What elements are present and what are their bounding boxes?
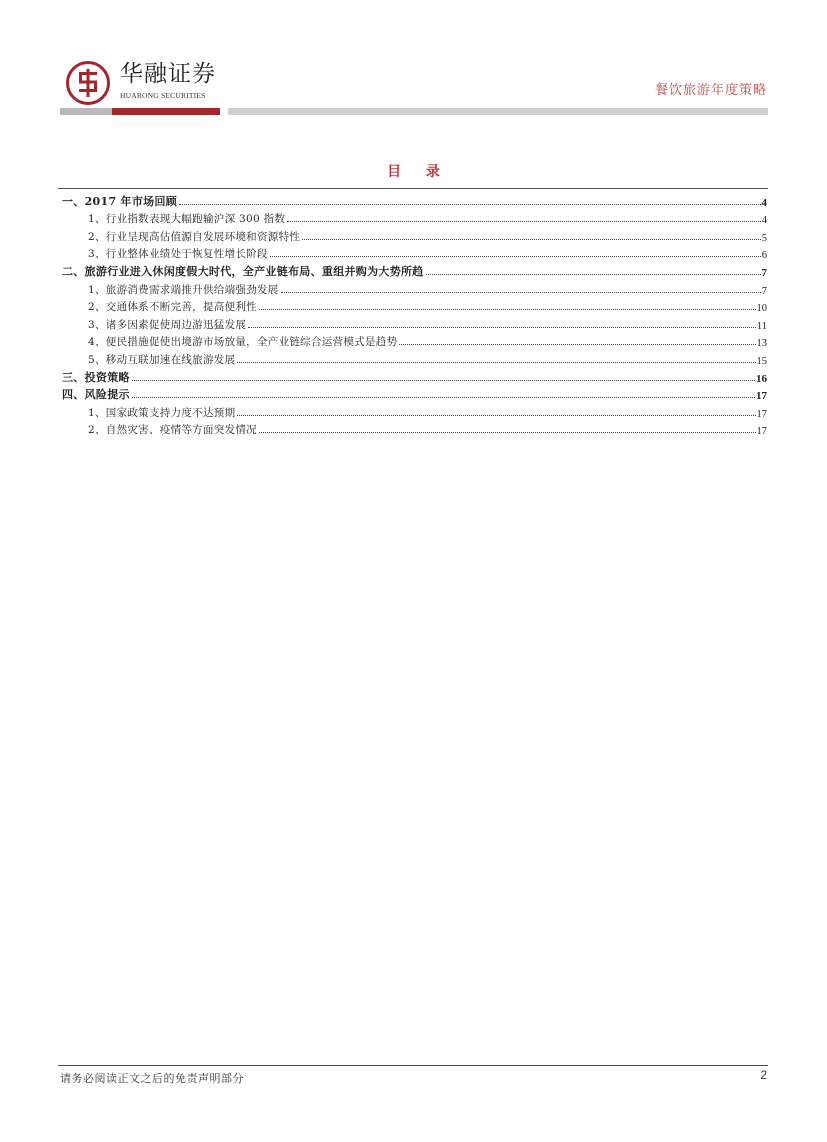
toc-entry-title: 2、行业呈现高估值源自发展环境和资源特性 (88, 230, 301, 243)
toc-subsection-entry[interactable] (62, 314, 767, 332)
toc-dot-leader (179, 204, 760, 205)
toc-dot-leader (270, 256, 761, 257)
toc-dot-leader (237, 362, 755, 363)
toc-dot-leader (259, 309, 756, 310)
toc-dot-leader (281, 292, 761, 293)
toc-subsection-entry[interactable] (62, 297, 767, 315)
toc-title: 目 录 (387, 164, 450, 180)
toc-entry-page-number: 5 (761, 232, 767, 244)
toc-dot-leader (248, 327, 756, 328)
toc-subsection-entry[interactable] (62, 209, 767, 227)
toc-dot-leader (287, 221, 761, 222)
toc-dot-leader (132, 380, 755, 381)
toc-entry-page-number: 17 (756, 408, 767, 420)
header-divider-red (112, 108, 220, 115)
header-divider (60, 108, 768, 115)
toc-entry-title: 4、便民措施促使出境游市场放量，全产业链综合运营模式是趋势 (88, 336, 398, 349)
toc-entry-title: 3、诸多因素促使周边游迅猛发展 (88, 318, 247, 331)
toc-dot-leader (426, 274, 761, 275)
toc-entry-title: 一、2017 年市场回顾 (62, 194, 178, 208)
toc-entry-title: 2、自然灾害、疫情等方面突发情况 (88, 424, 257, 437)
toc-section-entry[interactable] (62, 385, 767, 403)
huarong-logo-icon (66, 61, 110, 105)
toc-entry-title: 2、交通体系不断完善，提高便利性 (88, 301, 257, 314)
toc-dot-leader (302, 239, 761, 240)
toc-section-entry[interactable] (62, 191, 767, 209)
toc-entry-page-number: 7 (761, 266, 767, 279)
toc-entry-page-number: 10 (756, 303, 767, 315)
toc-entry-title: 5、移动互联加速在线旅游发展 (88, 353, 236, 366)
header-divider-gray-left (60, 108, 112, 115)
logo-english-name: HUARONG SECURITIES (120, 91, 206, 100)
toc-dot-leader (259, 432, 756, 433)
toc-section-entry[interactable] (62, 261, 767, 279)
toc-entry-page-number: 7 (761, 285, 767, 297)
toc-top-divider (58, 188, 768, 189)
toc-entry-page-number: 6 (761, 250, 767, 262)
toc-entry-title: 三、投资策略 (62, 370, 130, 384)
toc-subsection-entry[interactable] (62, 332, 767, 350)
toc-entry-title: 3、行业整体业绩处于恢复性增长阶段 (88, 248, 268, 261)
footer-divider (58, 1065, 768, 1066)
toc-entry-title: 四、风险提示 (62, 388, 130, 402)
toc-entry-page-number: 4 (761, 215, 767, 227)
table-of-contents (62, 191, 767, 437)
toc-subsection-entry[interactable] (62, 244, 767, 262)
toc-subsection-entry[interactable] (62, 279, 767, 297)
toc-subsection-entry[interactable] (62, 349, 767, 367)
toc-subsection-entry[interactable] (62, 226, 767, 244)
toc-entry-page-number: 11 (756, 320, 767, 332)
toc-section-entry[interactable] (62, 367, 767, 385)
toc-subsection-entry[interactable] (62, 402, 767, 420)
toc-entry-title: 1、旅游消费需求端推升供给端强劲发展 (88, 283, 279, 296)
logo-chinese-name: 华融证券 (120, 61, 216, 87)
toc-dot-leader (399, 344, 755, 345)
toc-entry-page-number: 13 (756, 338, 767, 350)
toc-entry-page-number: 4 (761, 196, 767, 209)
toc-dot-leader (237, 415, 755, 416)
header-divider-gray-right (228, 108, 768, 115)
toc-entry-page-number: 17 (756, 390, 767, 403)
toc-entry-page-number: 15 (756, 355, 767, 367)
page-number: 2 (760, 1068, 767, 1082)
footer-disclaimer: 请务必阅读正文之后的免责声明部分 (60, 1072, 244, 1085)
toc-dot-leader (132, 397, 755, 398)
toc-entry-page-number: 16 (756, 372, 767, 385)
toc-entry-page-number: 17 (756, 426, 767, 438)
toc-entry-title: 二、旅游行业进入休闲度假大时代，全产业链布局、重组并购为大势所趋 (62, 264, 424, 278)
report-type-label: 餐饮旅游年度策略 (654, 83, 767, 98)
toc-entry-title: 1、国家政策支持力度不达预期 (88, 406, 236, 419)
toc-entry-title: 1、行业指数表现大幅跑输沪深 300 指数 (88, 213, 286, 226)
toc-subsection-entry[interactable] (62, 420, 767, 438)
